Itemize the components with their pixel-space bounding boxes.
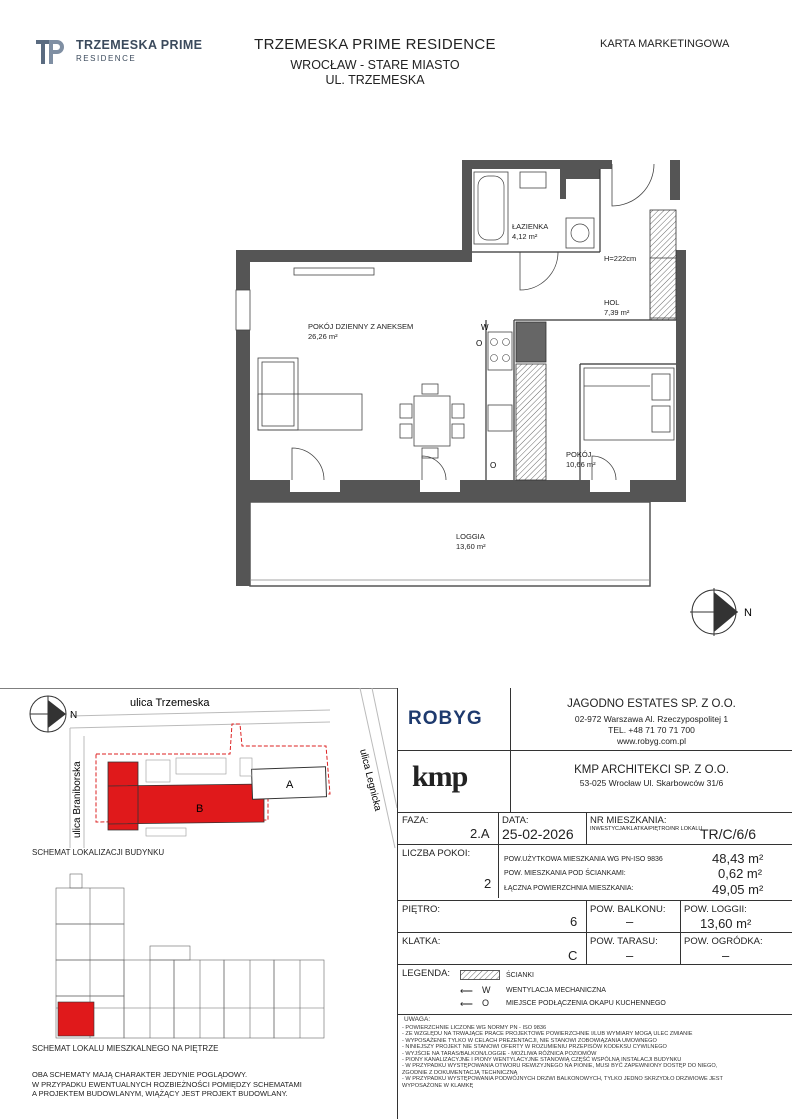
rooms-label: LICZBA POKOI: xyxy=(402,848,471,859)
street-top-label: ulica Trzemeska xyxy=(130,697,210,709)
note-7: - W PRZYPADKU WYSTĘPOWANIA OTWORU REWIZYJNEGO NA PIONIE, MUSI BYĆ ZAPEWNIONY DOSTĘP DO NIEGO, xyxy=(402,1063,718,1070)
staircase-label: KLATKA: xyxy=(402,936,441,947)
note-8: ZGODNIE Z DOKUMENTACJĄ TECHNICZNĄ xyxy=(402,1069,518,1076)
window-icon xyxy=(236,290,250,330)
apartment-number-label: NR MIESZKANIA: xyxy=(590,815,667,826)
location-line-1: WROCŁAW - STARE MIASTO xyxy=(290,58,460,72)
room-height-note: H=222cm xyxy=(604,254,637,263)
street-right-label: ulica Legnicka xyxy=(357,748,384,813)
floor-label: PIĘTRO: xyxy=(402,904,441,915)
architect-logo: kmp xyxy=(412,760,468,793)
entrance-door-icon xyxy=(612,164,654,206)
developer-name: JAGODNO ESTATES SP. Z O.O. xyxy=(567,698,736,710)
terrace-value: – xyxy=(626,948,634,963)
dining-table-icon xyxy=(400,384,464,458)
terrace-label: POW. TARASU: xyxy=(590,936,658,947)
note-5: - WYJŚCIE NA TARAS/BALKON/LOGGIE - MOŻLIWA RÓŻNICA POZIOMÓW xyxy=(402,1050,597,1057)
area-under-walls-label: POW. MIESZKANIA POD ŚCIANKAMI: xyxy=(504,870,626,877)
disclaimer: OBA SCHEMATY MAJĄ CHARAKTER JEDYNIE POGLĄDOWY. W PRZYPADKU EWENTUALNYCH ROZBIEŻNOŚCI POMIĘDZY SCHEMATAMI A PROJEKTEM BUDOWLANYM, WIĄŻĄCY JEST PROJEKT BUDOWLANY. xyxy=(32,1070,302,1098)
note-10: WYPOSAŻONE W KLAMKĘ xyxy=(402,1082,474,1089)
legend-w-arrow-icon: ⟵ xyxy=(460,986,473,996)
legend-o: MIEJSCE PODŁĄCZENIA OKAPU KUCHENNEGO xyxy=(506,1000,666,1007)
apartment-highlight xyxy=(58,1002,94,1036)
note-3: - WYPOSAŻENIE TYLKO W CELACH PREZENTACJI, NIE STANOWI ZOBOWIĄZANIA UMOWNEGO xyxy=(402,1037,657,1044)
location-north-icon xyxy=(30,696,77,732)
balcony-value: – xyxy=(626,914,634,929)
building-b xyxy=(108,762,264,830)
stove-icon xyxy=(488,332,512,370)
garden-value: – xyxy=(722,948,730,963)
sofa-icon xyxy=(258,358,362,430)
note-2: - ZE WZGLĘDU NA TRWAJĄCE PRACE PROJEKTOWE POWIERZCHNIE I/LUB WYMIARY MOGĄ ULEC ZMIANIE xyxy=(402,1031,693,1038)
note-1: - POWIERZCHNIE LICZONE WG NORMY PN - ISO 9836 xyxy=(402,1025,547,1031)
rooms-value: 2 xyxy=(484,876,492,891)
apartment-number: TR/C/6/6 xyxy=(700,826,757,842)
sink-icon xyxy=(520,172,546,188)
room-living: POKÓJ DZIENNY Z ANEKSEM 26,26 m² xyxy=(308,322,414,341)
note-4: - NINIEJSZY PROJEKT NIE STANOWI OFERTY W ROZUMIENIU PRZEPISÓW KODEKSU CYWILNEGO xyxy=(402,1044,667,1051)
brand-subtitle: RESIDENCE xyxy=(76,54,137,63)
faza-value: 2.A xyxy=(470,826,490,841)
usable-area-value: 48,43 m² xyxy=(712,851,764,866)
walls-hatch-icon xyxy=(460,970,500,980)
balcony-label: POW. BALKONU: xyxy=(590,904,666,915)
bathroom-door-icon xyxy=(520,252,558,290)
washing-machine-icon xyxy=(566,218,594,248)
bathtub-icon xyxy=(474,172,508,244)
tv-shelf-icon xyxy=(294,268,374,275)
bed-icon xyxy=(584,368,674,440)
area-under-walls-value: 0,62 m² xyxy=(718,866,763,881)
legend-w-key: W xyxy=(482,985,491,995)
loggia-label: POW. LOGGII: xyxy=(684,904,747,915)
north-arrow-icon xyxy=(690,588,752,636)
date-value: 25-02-2026 xyxy=(502,826,574,842)
loggia-value: 13,60 m² xyxy=(700,916,752,931)
walls xyxy=(236,160,686,586)
location-line-2: UL. TRZEMESKA xyxy=(325,73,425,87)
architect-name: KMP ARCHITEKCI SP. Z O.O. xyxy=(574,764,729,776)
tp-logo-icon xyxy=(34,36,66,66)
vent-w-marker: W xyxy=(481,323,489,332)
legend-walls: ŚCIANKI xyxy=(506,972,535,979)
room-hall: HOL 7,39 m² xyxy=(604,298,630,317)
total-area-value: 49,05 m² xyxy=(712,882,764,897)
building-a-label: A xyxy=(286,779,294,791)
note-9: - W PRZYPADKU WYSTĘPOWANIA PODWÓJNYCH DRZWI BALKONOWYCH, TYLKO JEDNO SKRZYDŁO DRZWIOWE JEST xyxy=(402,1076,723,1083)
vent-o-marker: O xyxy=(476,339,483,348)
notes-title: UWAGA: xyxy=(404,1016,431,1023)
loggia-outline xyxy=(250,502,650,586)
floor-scheme-caption: SCHEMAT LOKALU MIESZKALNEGO NA PIĘTRZE xyxy=(32,1044,219,1053)
brand-name: TRZEMESKA PRIME xyxy=(76,38,203,52)
floor-value: 6 xyxy=(570,914,578,929)
note-6: - PIONY KANALIZACYJNE I PIONY WENTYLACYJNE STANOWIĄ CZĘŚĆ WSPÓLNĄ INSTALACJI BUDYNKU xyxy=(402,1057,682,1063)
fridge-icon xyxy=(516,322,546,362)
developer-address: 02-972 Warszawa Al. Rzeczypospolitej 1 xyxy=(574,714,729,724)
building-b-label: B xyxy=(196,803,204,815)
street-left-label: ulica Braniborska xyxy=(72,761,83,838)
vent-o-marker-2: O xyxy=(490,461,497,470)
developer-tel: TEL. +48 71 70 71 700 xyxy=(608,725,695,735)
info-table xyxy=(397,688,792,1119)
room-bathroom: ŁAZIENKA 4,12 m² xyxy=(512,222,549,241)
location-scheme xyxy=(0,688,397,1119)
kitchen-sink-icon xyxy=(488,405,512,431)
apartment-number-sub: INWESTYCJA/KLATKA/PIĘTRO/NR LOKALU xyxy=(590,826,703,832)
developer-web: www.robyg.com.pl xyxy=(617,736,686,746)
garden-label: POW. OGRÓDKA: xyxy=(684,936,763,947)
room-loggia: LOGGIA 13,60 m² xyxy=(456,532,486,551)
legend-w: WENTYLACJA MECHANICZNA xyxy=(506,987,606,994)
usable-area-label: POW.UŻYTKOWA MIESZKANIA WG PN-ISO 9836 xyxy=(504,856,663,863)
developer-logo: ROBYG xyxy=(408,708,483,729)
card-type: KARTA MARKETINGOWA xyxy=(600,38,730,50)
legend-o-arrow-icon: ⟵ xyxy=(460,999,473,1009)
legend-o-key: O xyxy=(482,998,490,1008)
faza-label: FAZA: xyxy=(402,815,429,826)
floor-plan xyxy=(0,150,792,650)
location-north-label: N xyxy=(70,710,78,721)
architect-address: 53-025 Wrocław Ul. Skarbowców 31/6 xyxy=(579,778,724,788)
north-label: N xyxy=(744,607,752,619)
date-label: DATA: xyxy=(502,815,529,826)
page-title: TRZEMESKA PRIME RESIDENCE xyxy=(254,36,496,53)
room-bedroom: POKÓJ 10,66 m² xyxy=(566,450,596,469)
floor-scheme xyxy=(56,874,324,1038)
location-caption: SCHEMAT LOKALIZACJI BUDYNKU xyxy=(32,848,165,857)
total-area-label: ŁĄCZNA POWIERZCHNIA MIESZKANIA: xyxy=(504,885,634,892)
legend-label: LEGENDA: xyxy=(402,968,451,979)
staircase-value: C xyxy=(568,948,578,963)
